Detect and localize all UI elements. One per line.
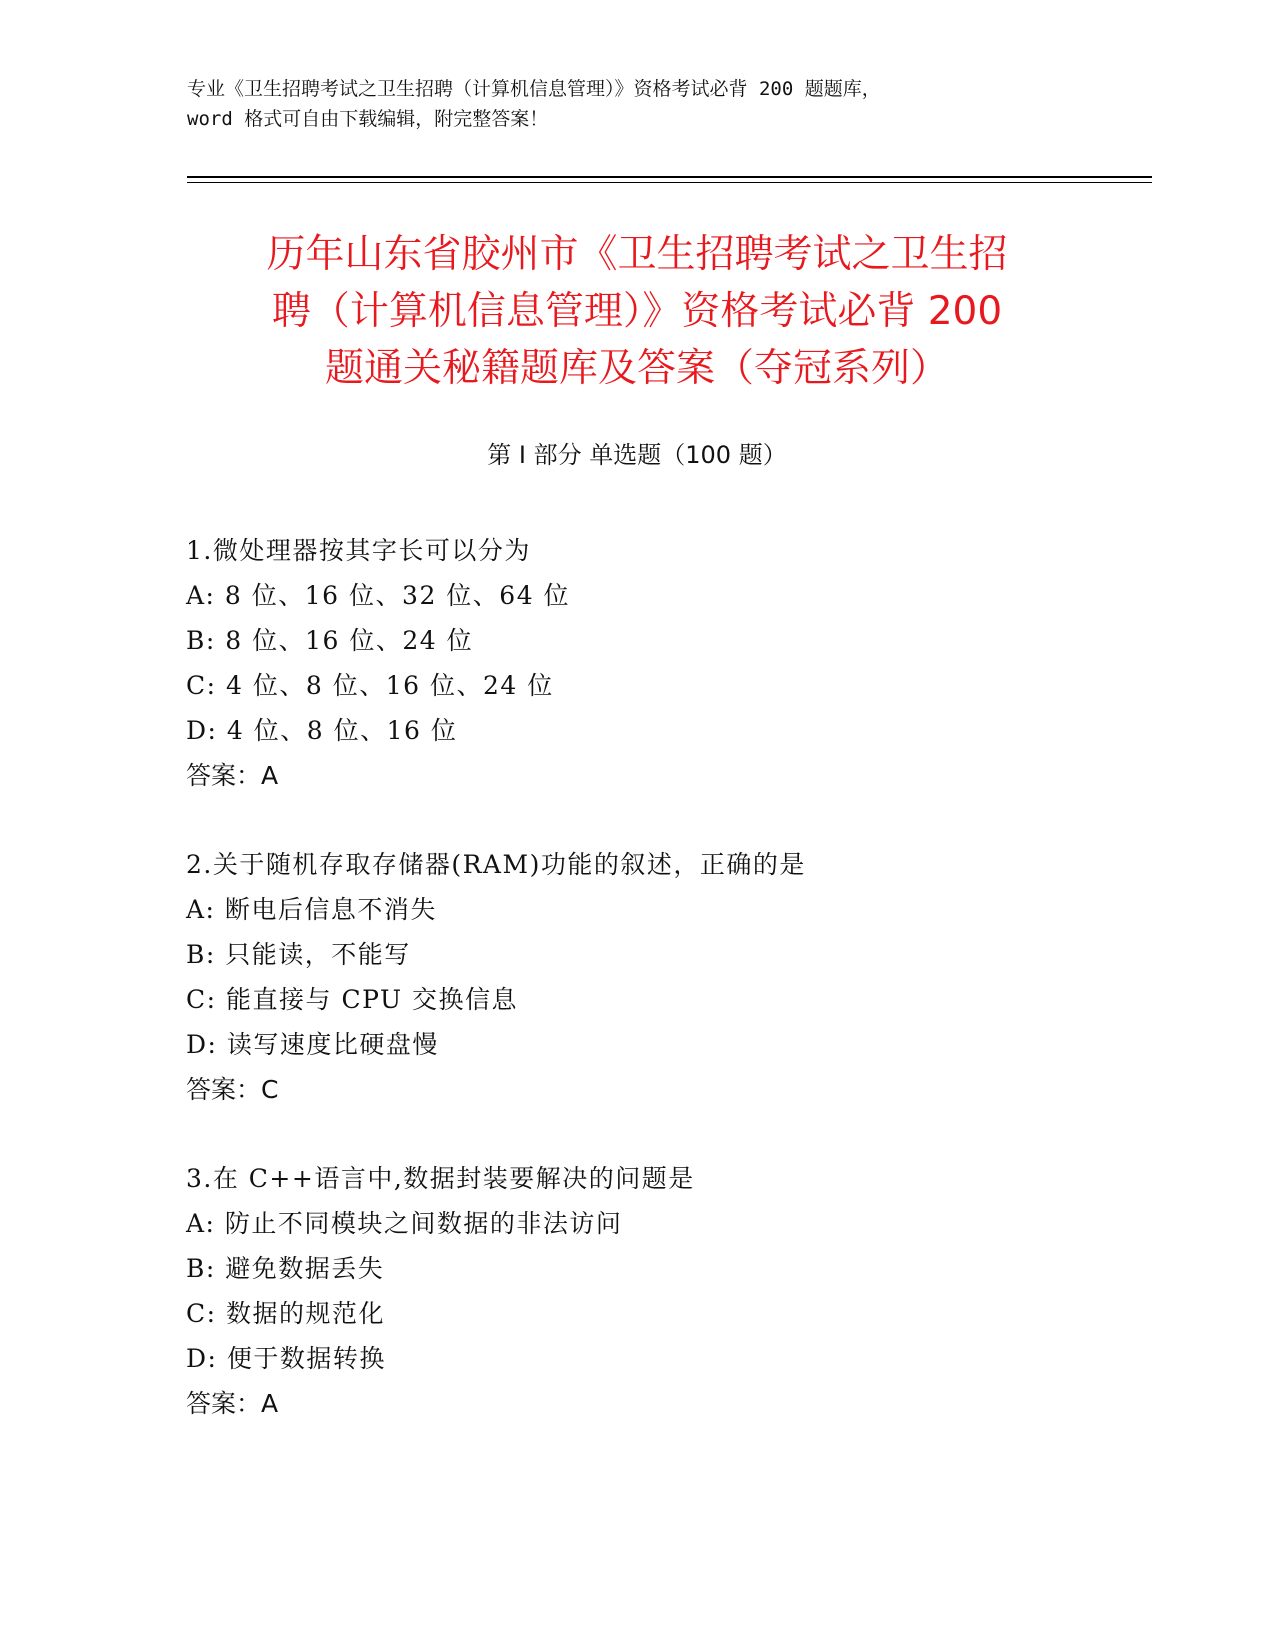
option-a: A: 8 位、16 位、32 位、64 位 xyxy=(186,581,571,610)
answer-key: 答案：A xyxy=(186,761,279,790)
option-d: D: 便于数据转换 xyxy=(186,1344,386,1373)
title-line-2: 聘（计算机信息管理）》资格考试必背 200 xyxy=(271,289,1003,334)
question-list xyxy=(186,528,1146,1470)
option-d: D: 读写速度比硬盘慢 xyxy=(186,1030,439,1059)
answer-key: 答案：C xyxy=(186,1075,279,1104)
option-b: B: 只能读，不能写 xyxy=(186,940,411,969)
question-item xyxy=(186,842,1146,1112)
option-b: B: 8 位、16 位、24 位 xyxy=(186,626,474,655)
option-d: D: 4 位、8 位、16 位 xyxy=(186,716,458,745)
header-rule-thin xyxy=(187,182,1152,183)
question-item xyxy=(186,528,1146,798)
option-a: A: 防止不同模块之间数据的非法访问 xyxy=(186,1209,623,1238)
header-note-line-1: 专业《卫生招聘考试之卫生招聘（计算机信息管理）》资格考试必背 200 题题库， xyxy=(187,78,881,100)
option-c: C: 数据的规范化 xyxy=(186,1299,385,1328)
option-c: C: 4 位、8 位、16 位、24 位 xyxy=(186,671,554,700)
option-c: C: 能直接与 CPU 交换信息 xyxy=(186,985,518,1014)
question-stem: 1.微处理器按其字长可以分为 xyxy=(186,536,531,565)
title-line-1: 历年山东省胶州市《卫生招聘考试之卫生招 xyxy=(266,232,1008,277)
option-a: A: 断电后信息不消失 xyxy=(186,895,437,924)
question-stem: 2.关于随机存取存储器(RAM)功能的叙述，正确的是 xyxy=(186,850,806,879)
document-title xyxy=(187,226,1087,397)
question-stem: 3.在 C++语言中,数据封装要解决的问题是 xyxy=(186,1164,695,1193)
question-item xyxy=(186,1156,1146,1426)
option-b: B: 避免数据丢失 xyxy=(186,1254,385,1283)
header-note-line-2: word 格式可自由下载编辑，附完整答案！ xyxy=(187,108,549,130)
header-rule-thick xyxy=(187,176,1152,178)
header-note xyxy=(187,74,1087,134)
answer-key: 答案：A xyxy=(186,1389,279,1418)
section-heading: 第 I 部分 单选题（100 题） xyxy=(487,441,787,469)
title-line-3: 题通关秘籍题库及答案（夺冠系列） xyxy=(324,346,949,391)
